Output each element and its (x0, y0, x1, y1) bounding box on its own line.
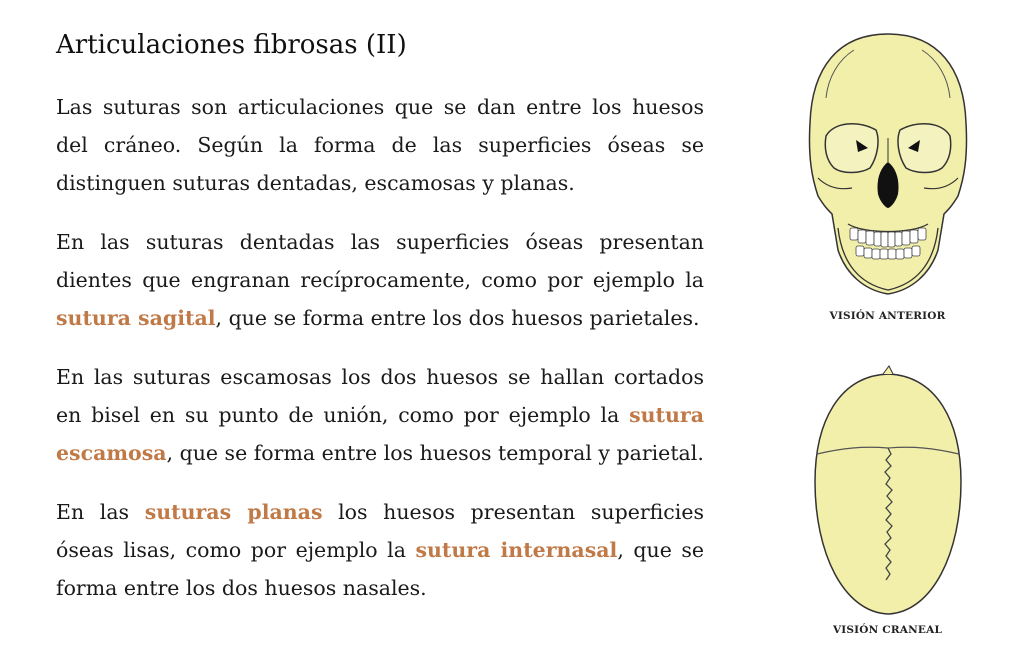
paragraph-text: , que se forma entre los dos huesos parietales. (215, 306, 700, 330)
figure-caption: VISIÓN ANTERIOR (829, 310, 946, 322)
paragraph-text: En las (56, 500, 145, 524)
paragraph-text: , que se forma entre los dos huesos nasales. (56, 538, 704, 600)
text-column (56, 88, 704, 628)
term-link[interactable]: sutura sagital (56, 306, 216, 330)
page-title: Articulaciones fibrosas (II) (56, 30, 407, 60)
term-link[interactable]: sutura escamosa (56, 403, 704, 465)
skull-anterior-icon (798, 28, 978, 306)
figure-cranial-view (790, 362, 985, 636)
figure-caption: VISIÓN CRANEAL (832, 624, 943, 636)
skull-cranial-icon (803, 362, 973, 620)
paragraph-text: En las suturas dentadas las superficies óseas presentan dientes que engranan recíprocamente, como por ejemplo la (56, 230, 704, 292)
term-link[interactable]: sutura internasal (415, 538, 618, 562)
paragraph-text: Las suturas son articulaciones que se dan entre los huesos del cráneo. Según la forma de las superficies óseas se distinguen suturas dentadas, escamosas y planas. (56, 95, 704, 195)
paragraph-text: los huesos presentan superficies óseas lisas, como por ejemplo la (56, 500, 704, 562)
paragraph-text: En las suturas escamosas los dos huesos se hallan cortados en bisel en su punto de unión, como por ejemplo la (56, 365, 704, 427)
paragraph (56, 88, 704, 202)
figure-anterior-view (790, 28, 985, 322)
paragraph (56, 358, 704, 472)
paragraph-text: , que se forma entre los huesos temporal y parietal. (166, 441, 704, 465)
term-link[interactable]: suturas planas (144, 500, 323, 524)
paragraph (56, 223, 704, 337)
paragraph (56, 493, 704, 607)
